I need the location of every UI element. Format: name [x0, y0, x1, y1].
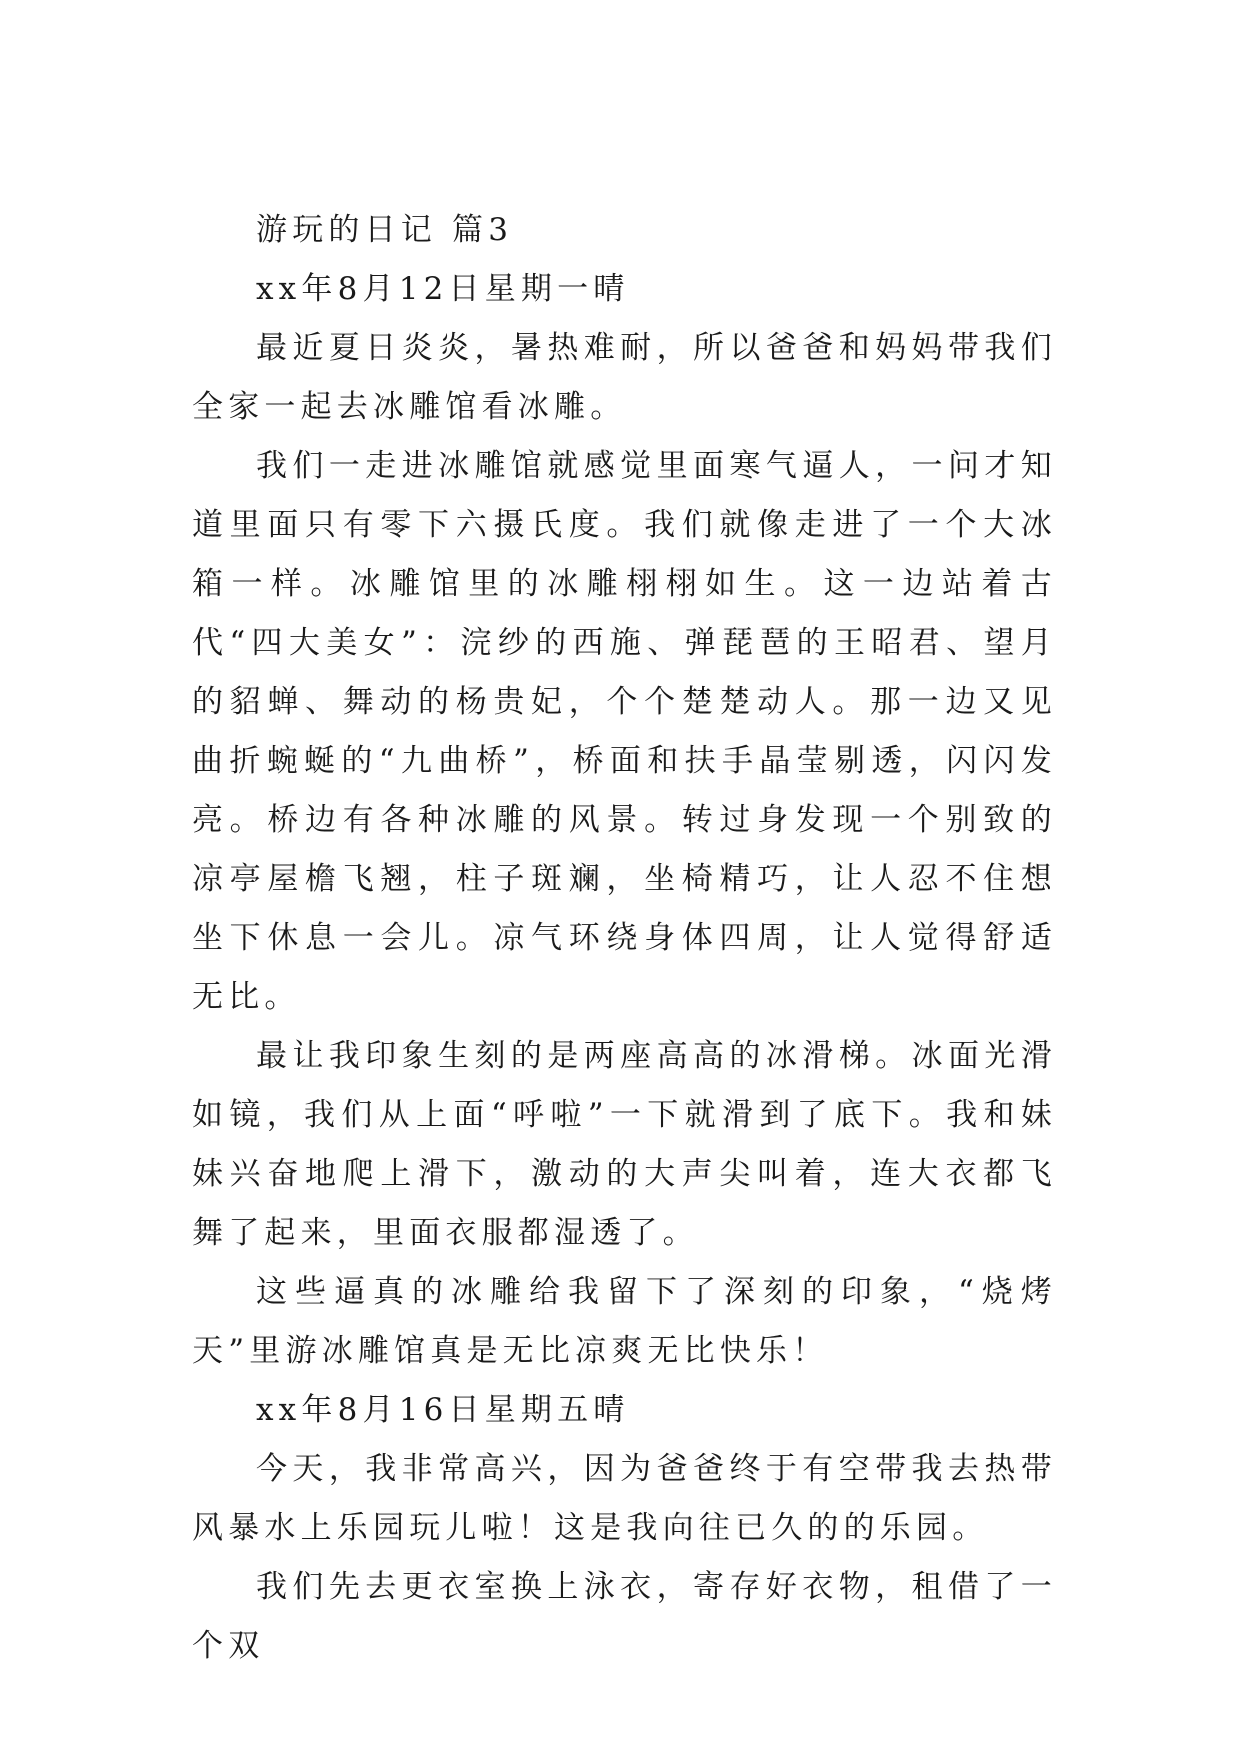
paragraph: 最让我印象生刻的是两座高高的冰滑梯。冰面光滑如镜，我们从上面“呼啦”一下就滑到了底下。我和妹妹兴奋地爬上滑下，激动的大声尖叫着，连大衣都飞舞了起来，里面衣服都湿透了。	[192, 1038, 1057, 1251]
diary-date-1: xx年8月12日星期一晴	[256, 271, 630, 307]
paragraph: 这些逼真的冰雕给我留下了深刻的印象，“烧烤天”里游冰雕馆真是无比凉爽无比快乐！	[192, 1274, 1057, 1369]
paragraph: 我们一走进冰雕馆就感觉里面寒气逼人，一问才知道里面只有零下六摄氏度。我们就像走进了一个大冰箱一样。冰雕馆里的冰雕栩栩如生。这一边站着古代“四大美女”：浣纱的西施、弹琵琶的王昭君、望月的貂蝉、舞动的杨贵妃，个个楚楚动人。那一边又见曲折蜿蜒的“九曲桥”，桥面和扶手晶莹剔透，闪闪发亮。桥边有各种冰雕的风景。转过身发现一个别致的凉亭屋檐飞翘，柱子斑斓，坐椅精巧，让人忍不住想坐下休息一会儿。凉气环绕身体四周，让人觉得舒适无比。	[192, 448, 1057, 1015]
paragraph: 最近夏日炎炎，暑热难耐，所以爸爸和妈妈带我们全家一起去冰雕馆看冰雕。	[192, 330, 1057, 425]
document-body	[192, 201, 1057, 1676]
diary-title: 游玩的日记 篇3	[256, 212, 514, 248]
paragraph: 我们先去更衣室换上泳衣，寄存好衣物，租借了一个双	[192, 1569, 1057, 1664]
diary-date-2: xx年8月16日星期五晴	[256, 1392, 630, 1428]
paragraph: 今天，我非常高兴，因为爸爸终于有空带我去热带风暴水上乐园玩儿啦！这是我向往已久的的乐园。	[192, 1451, 1057, 1546]
